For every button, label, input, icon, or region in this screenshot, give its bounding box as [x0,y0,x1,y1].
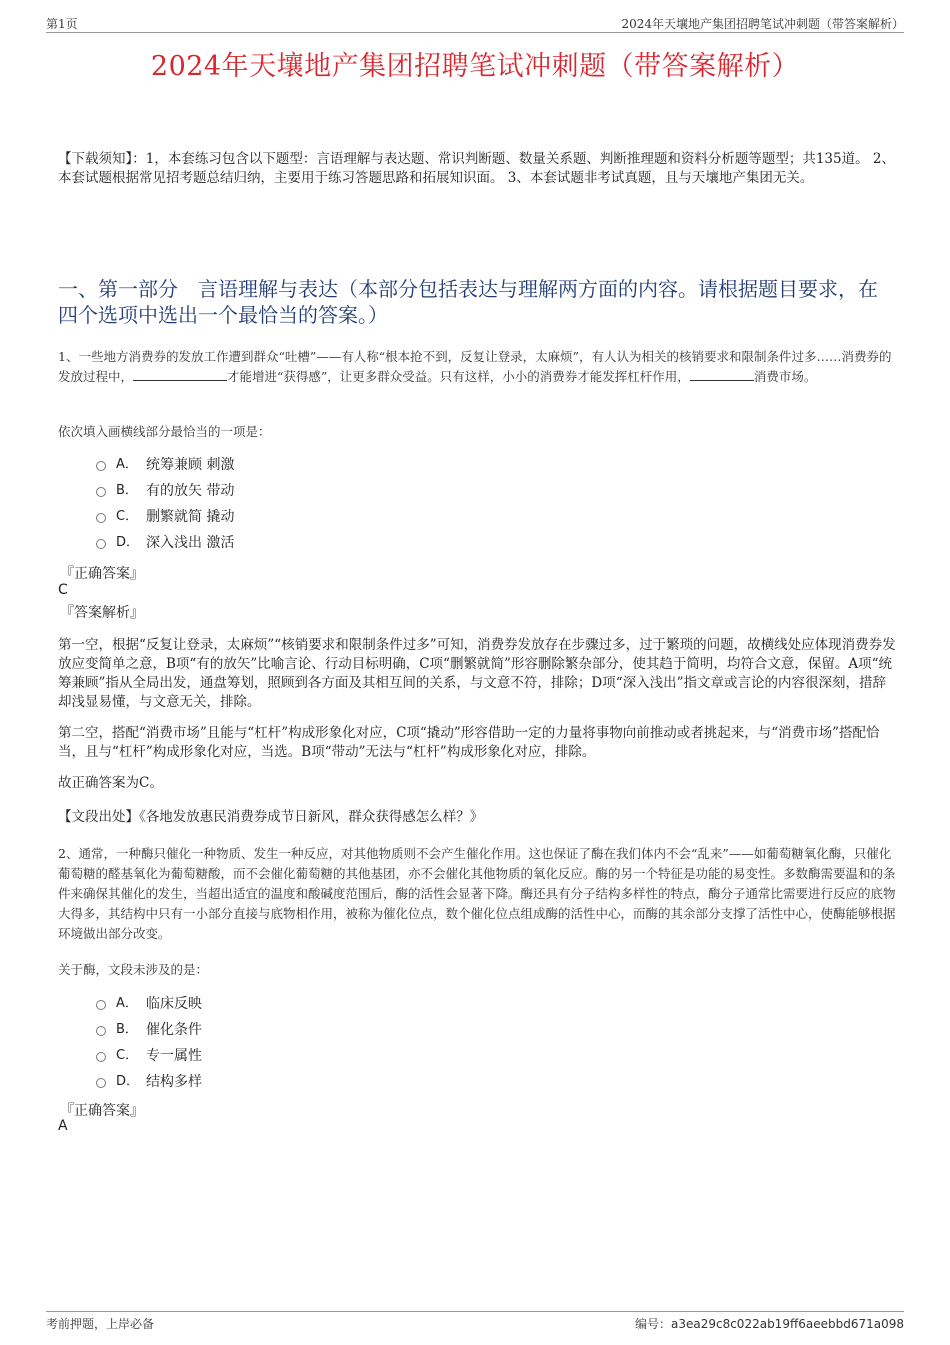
fill-blank-1 [133,368,227,381]
option-a[interactable]: A． 统筹兼顾 刺激 [96,452,234,478]
page-number: 第1页 [46,17,78,31]
answer-value: A [58,1118,68,1134]
question-2-text: 2、通常，一种酶只催化一种物质、发生一种反应，对其他物质则不会产生催化作用。这也保证了酶在我们体内不会“乱来”——如葡萄糖氧化酶，只催化葡萄糖的醛基氧化为葡萄糖酸，而不会催化葡萄糖的其他基团，亦不会催化其他物质的氧化反应。酶的另一个特征是功能的易变性。多数酶需要温和的条件来确保其催化的发生，当超出适宜的温度和酸碱度范围后，酶的活性会显著下降。酶还具有分子结构多样性的特点，酶分子通常比需要进行反应的底物大得多，其结构中只有一小部分直接与底物相作用，被称为催化位点，数个催化位点组成酶的活性中心，而酶的其余部分支撑了活性中心，使酶能够根据环境做出部分改变。 [58,846,896,941]
analysis-label: 『答案解析』 [60,605,144,621]
analysis-paragraph-1: 第一空，根据“反复让登录，太麻烦”“核销要求和限制条件过多”可知，消费券发放存在步骤过多，过于繁琐的问题，故横线处应体现消费券发放应变简单之意，B项“有的放矢”比喻言论、行动目标明确，C项“删繁就简”形容删除繁杂部分，使其趋于简明，均符合文意，保留。A项“统筹兼顾”指从全局出发，通盘筹划，照顾到各方面及其相互间的关系，与文意不符，排除；D项“深入浅出”指文章或言论的内容很深刻，措辞却浅显易懂，与文意无关，排除。 [58,637,896,710]
option-b[interactable]: B． 催化条件 [96,1017,202,1043]
download-notice: 【下载须知】：1，本套练习包含以下题型：言语理解与表达题、常识判断题、数量关系题、判断推理题和资料分析题等题型；共135道。 2、本套试题根据常见招考题总结归纳，主要用于练习答题思路和拓展知识面。 3、本套试题非考试真题，且与天壤地产集团无关。 [58,151,895,186]
option-b[interactable]: B． 有的放矢 带动 [96,478,234,504]
radio-icon[interactable] [96,1052,106,1062]
question-1-options [96,452,234,556]
answer-value: C [58,582,68,598]
question-1-text: 1、一些地方消费券的发放工作遭到群众“吐槽”——有人称“根本抢不到，反复让登录，太麻烦”，有人认为相关的核销要求和限制条件过多……消费券的发放过程中， 才能增进“获得感”，让更多群众受益。只有这样，小小的消费券才能发挥杠杆作用， 消费市场。 [58,349,892,384]
question-2-options [96,991,202,1095]
option-c[interactable]: C． 删繁就简 撬动 [96,504,234,530]
radio-icon[interactable] [96,513,106,523]
footer-slogan: 考前押题，上岸必备 [46,1317,155,1331]
section-heading: 一、第一部分 言语理解与表达（本部分包括表达与理解两方面的内容。请根据题目要求，在四个选项中选出一个最恰当的答案。） [58,277,878,327]
radio-icon[interactable] [96,1078,106,1088]
radio-icon[interactable] [96,1000,106,1010]
page-footer [46,1311,904,1330]
option-c[interactable]: C． 专一属性 [96,1043,202,1069]
option-d[interactable]: D． 结构多样 [96,1069,202,1095]
question-2-prompt: 关于酶，文段未涉及的是： [58,962,209,977]
page-header [46,14,904,33]
document-title: 2024年天壤地产集团招聘笔试冲刺题（带答案解析） [150,51,800,82]
radio-icon[interactable] [96,1026,106,1036]
answer-label: 『正确答案』 [60,1103,144,1119]
source-citation: 【文段出处】《各地发放惠民消费券成节日新风，群众获得感怎么样？》 [58,809,484,825]
radio-icon[interactable] [96,487,106,497]
header-doc-title: 2024年天壤地产集团招聘笔试冲刺题（带答案解析） [621,17,904,31]
analysis-conclusion: 故正确答案为C。 [58,775,163,791]
radio-icon[interactable] [96,461,106,471]
footer-code: 编号：a3ea29c8c022ab19ff6aeebbd671a098 [634,1317,904,1331]
option-d[interactable]: D． 深入浅出 激活 [96,530,234,556]
question-1-prompt: 依次填入画横线部分最恰当的一项是： [58,424,271,439]
radio-icon[interactable] [96,539,106,549]
option-a[interactable]: A． 临床反映 [96,991,202,1017]
fill-blank-2 [690,368,754,381]
answer-label: 『正确答案』 [60,566,144,582]
analysis-paragraph-2: 第二空，搭配“消费市场”且能与“杠杆”构成形象化对应，C项“撬动”形容借助一定的力量将事物向前推动或者挑起来，与“消费市场”搭配恰当，且与“杠杆”构成形象化对应，当选。B项“带动”无法与“杠杆”构成形象化对应，排除。 [58,725,880,760]
